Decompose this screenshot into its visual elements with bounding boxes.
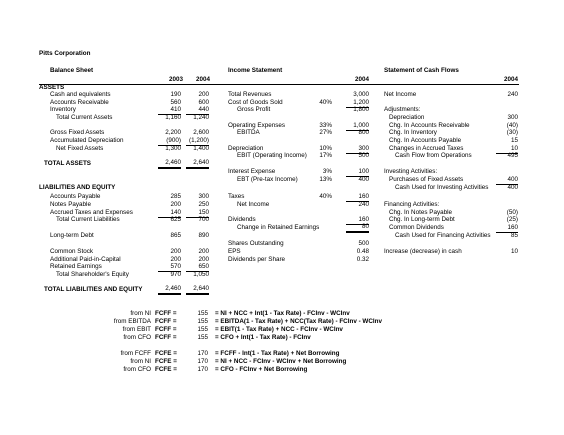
bs-2004-tcl: 700: [198, 216, 209, 223]
formula-from-3: from CFO: [123, 334, 151, 341]
bs-2003-apic: 200: [170, 256, 181, 263]
formula-text-2: = EBIT(1 - Tax Rate) + NCC - FCInv - WCInv: [215, 326, 343, 333]
bs-2004-total-assets: 2,640: [186, 159, 209, 169]
formula-from-1: from EBITDA: [113, 318, 151, 325]
bs-2003-re: 570: [158, 263, 181, 272]
formula-from-4: from FCFF: [120, 350, 151, 357]
formula-value-4: 170: [197, 350, 208, 357]
bs-label-np: Notes Payable: [50, 201, 91, 208]
is-value-ebt: 400: [358, 176, 369, 183]
is-pct-depreciation: 10%: [319, 145, 332, 152]
is-pct-ebitda: 27%: [319, 129, 332, 136]
formula-value-2: 155: [197, 326, 208, 333]
is-label-opex: Operating Expenses: [228, 122, 286, 129]
is-label-ebitda: EBITDA: [237, 129, 260, 136]
bs-2003-tse: 970: [170, 271, 181, 278]
bs-2003-tcl: 625: [170, 216, 181, 223]
cf-label-purchases-fa: Purchases of Fixed Assets: [389, 176, 464, 183]
cf-label-depreciation: Depreciation: [389, 114, 425, 121]
cf-year-2004: 2004: [503, 76, 518, 83]
bs-2004-tca: 1,240: [193, 114, 209, 121]
bs-label-apic: Additional Paid-in-Capital: [50, 256, 121, 263]
formula-name-2: FCFF =: [155, 326, 177, 333]
cf-value-cfo: 495: [507, 152, 518, 159]
bs-label-total-assets: TOTAL ASSETS: [44, 160, 91, 167]
cf-label-financing: Financing Activities:: [384, 201, 440, 208]
cf-value-chg-ltd: (25): [506, 216, 518, 223]
formula-from-5: from NI: [130, 358, 151, 365]
bs-label-ap: Accounts Payable: [50, 193, 101, 200]
is-value-interest: 100: [346, 168, 369, 177]
is-year-2004: 2004: [354, 76, 369, 83]
bs-label-accdep: Accumulated Depreciation: [50, 137, 124, 144]
cf-label-investing: Investing Activities:: [384, 168, 438, 175]
is-label-eps: EPS: [228, 248, 241, 255]
formula-value-0: 155: [197, 310, 208, 317]
bs-2004-ap: 300: [198, 193, 209, 200]
formula-name-3: FCFF =: [155, 334, 177, 341]
bs-label-total-le: TOTAL LIABILITIES AND EQUITY: [44, 286, 143, 293]
bs-2003-ar: 560: [170, 99, 181, 106]
bs-2003-gfa: 2,200: [165, 129, 181, 136]
cf-label-chg-ap: Chg. In Accounts Payable: [389, 137, 462, 144]
is-value-ebit: 500: [358, 152, 369, 159]
cf-label-chg-ar: Chg. In Accounts Receivable: [389, 122, 470, 129]
is-value-dps: 0.32: [356, 256, 369, 263]
is-value-change-re: 80: [346, 223, 369, 233]
is-label-dividends: Dividends: [228, 216, 256, 223]
formula-value-6: 170: [197, 366, 208, 373]
cf-value-chg-accrued: 10: [496, 145, 518, 154]
cf-label-cash-financing: Cash Used for Financing Activities: [395, 232, 491, 239]
bs-2004-re: 650: [186, 263, 209, 272]
bs-2004-gfa: 2,600: [193, 129, 209, 136]
cf-value-cash-investing: 400: [507, 184, 518, 191]
formula-name-1: FCFF =: [155, 318, 177, 325]
formula-name-6: FCFE =: [155, 366, 177, 373]
is-label-ebt: EBT (Pre-tax Income): [237, 176, 298, 183]
cf-value-chg-np: (50): [506, 209, 518, 216]
formula-text-0: = NI + NCC + Int(1 - Tax Rate) - FCInv - WCInv: [215, 310, 350, 317]
bs-label-tcl: Total Current Liabilities: [56, 216, 120, 223]
is-label-revenues: Total Revenues: [228, 91, 272, 98]
formula-name-5: FCFE =: [155, 358, 177, 365]
bs-2004-tse: 1,050: [193, 271, 209, 278]
cf-label-increase-cash: Increase (decrease) in cash: [384, 248, 462, 255]
is-label-cogs: Cost of Goods Sold: [228, 99, 283, 106]
cf-value-common-div: 160: [496, 224, 518, 233]
is-value-dividends: 160: [346, 216, 369, 225]
cf-value-cash-financing: 85: [510, 232, 518, 239]
bs-2003-cash: 190: [170, 91, 181, 98]
cf-value-chg-inventory: (30): [506, 129, 518, 136]
is-pct-interest: 3%: [322, 168, 332, 175]
balance-sheet-title: Balance Sheet: [50, 67, 94, 74]
is-label-dps: Dividends per Share: [228, 256, 286, 263]
cf-label-cfo: Cash Flow from Operations: [395, 152, 472, 159]
is-value-gross-profit: 1,800: [353, 106, 369, 113]
formula-text-3: = CFO + Int(1 - Tax Rate) - FCInv: [215, 334, 311, 341]
formula-from-6: from CFO: [123, 366, 151, 373]
bs-label-ltd: Long-term Debt: [50, 232, 94, 239]
cf-label-chg-inventory: Chg. In Inventory: [389, 129, 437, 136]
bs-2004-accrued: 150: [186, 209, 209, 218]
is-label-taxes: Taxes: [228, 193, 245, 200]
bs-2003-cs: 200: [170, 248, 181, 255]
bs-2003-nfa: 1,300: [165, 145, 181, 152]
cf-label-chg-np: Chg. In Notes Payable: [389, 209, 453, 216]
bs-label-tca: Total Current Assets: [56, 114, 113, 121]
bs-year-2004: 2004: [195, 76, 210, 83]
formula-from-2: from EBIT: [122, 326, 151, 333]
header-rule: [39, 84, 519, 85]
is-pct-opex: 33%: [319, 122, 332, 129]
bs-label-nfa: Net Fixed Assets: [56, 145, 104, 152]
is-value-eps: 0.48: [356, 248, 369, 255]
bs-2003-total-assets: 2,460: [158, 159, 181, 169]
cf-label-cash-investing: Cash Used for Investing Activities: [395, 184, 489, 191]
bs-label-tse: Total Shareholder's Equity: [56, 271, 129, 278]
is-value-ebitda: 800: [358, 129, 369, 136]
is-label-shares: Shares Outstanding: [228, 240, 284, 247]
formula-text-6: = CFO - FCInv + Net Borrowing: [215, 366, 308, 373]
bs-2003-total-le: 2,460: [158, 285, 181, 295]
bs-label-ar: Accounts Receivable: [50, 99, 109, 106]
bs-year-2003: 2003: [168, 76, 183, 83]
cf-label-chg-accrued: Changes in Accrued Taxes: [389, 145, 464, 152]
cf-label-adjustments: Adjustments:: [384, 106, 421, 113]
bs-2004-cs: 200: [198, 248, 209, 255]
cf-label-chg-ltd: Chg. In Long-term Debt: [389, 216, 455, 223]
bs-2004-apic: 200: [198, 256, 209, 263]
formula-name-4: FCFE =: [155, 350, 177, 357]
bs-2004-cash: 200: [198, 91, 209, 98]
bs-2004-np: 250: [198, 201, 209, 208]
formula-text-5: = NI + NCC - FCInv - WCInv + Net Borrowing: [215, 358, 347, 365]
is-pct-cogs: 40%: [319, 99, 332, 106]
is-value-taxes: 160: [346, 193, 369, 202]
bs-2004-nfa: 1,400: [193, 145, 209, 152]
is-label-interest: Interest Expense: [228, 168, 276, 175]
is-value-cogs: 1,200: [346, 99, 369, 108]
bs-2003-np: 200: [170, 201, 181, 208]
is-pct-ebit: 17%: [319, 152, 332, 159]
cf-value-chg-ap: 15: [510, 137, 518, 144]
is-value-shares: 500: [358, 240, 369, 247]
bs-2003-accrued: 140: [158, 209, 181, 218]
cf-value-increase-cash: 10: [510, 248, 518, 255]
cf-label-net-income: Net Income: [384, 91, 417, 98]
bs-label-inventory: Inventory: [50, 106, 76, 113]
cf-value-purchases-fa: 400: [496, 176, 518, 185]
is-value-net-income: 240: [358, 201, 369, 208]
bs-label-cash: Cash and equivalents: [50, 91, 111, 98]
bs-label-re: Retained Earnings: [50, 263, 102, 270]
is-value-revenues: 3,000: [353, 91, 369, 98]
bs-2003-ap: 285: [170, 193, 181, 200]
formula-value-5: 170: [197, 358, 208, 365]
cf-label-common-div: Common Dividends: [389, 224, 444, 231]
is-value-depreciation: 300: [346, 145, 369, 154]
is-label-net-income: Net Income: [237, 201, 270, 208]
is-pct-ebt: 13%: [319, 176, 332, 183]
formula-text-1: = EBITDA(1 - Tax Rate) + NCC(Tax Rate) - FCInv - WCInv: [215, 318, 383, 325]
is-label-depreciation: Depreciation: [228, 145, 264, 152]
bs-label-cs: Common Stock: [50, 248, 94, 255]
bs-2003-inventory: 410: [158, 106, 181, 115]
is-label-change-re: Change in Retained Earnings: [237, 224, 320, 231]
cf-value-net-income: 240: [507, 91, 518, 98]
is-label-ebit: EBIT (Operating Income): [237, 152, 307, 159]
formula-value-3: 155: [197, 334, 208, 341]
bs-2004-accdep: (1,200): [186, 137, 209, 146]
bs-2004-ltd: 890: [198, 232, 209, 239]
bs-2004-total-le: 2,640: [186, 285, 209, 295]
cash-flows-title: Statement of Cash Flows: [384, 67, 459, 74]
formula-text-4: = FCFF - Int(1 - Tax Rate) + Net Borrowing: [215, 350, 340, 357]
bs-label-gfa: Gross Fixed Assets: [50, 129, 105, 136]
bs-2003-tca: 1,160: [165, 114, 181, 121]
cf-value-depreciation: 300: [507, 114, 518, 121]
formula-name-0: FCFF =: [155, 310, 177, 317]
formula-value-1: 155: [197, 318, 208, 325]
is-value-opex: 1,000: [346, 122, 369, 131]
bs-2003-ltd: 865: [170, 232, 181, 239]
assets-header: ASSETS: [39, 84, 65, 91]
income-statement-title: Income Statement: [228, 67, 283, 74]
is-label-gross-profit: Gross Profit: [237, 106, 271, 113]
bs-2003-accdep: (900): [158, 137, 181, 146]
bs-2004-ar: 600: [198, 99, 209, 106]
is-pct-taxes: 40%: [319, 193, 332, 200]
company-title: Pitts Corporation: [39, 50, 91, 57]
formula-from-0: from NI: [130, 310, 151, 317]
liab-header: LIABILITIES AND EQUITY: [39, 184, 116, 191]
cf-value-chg-ar: (40): [506, 122, 518, 129]
bs-2004-inventory: 440: [186, 106, 209, 115]
bs-label-accrued: Accrued Taxes and Expenses: [50, 209, 133, 216]
